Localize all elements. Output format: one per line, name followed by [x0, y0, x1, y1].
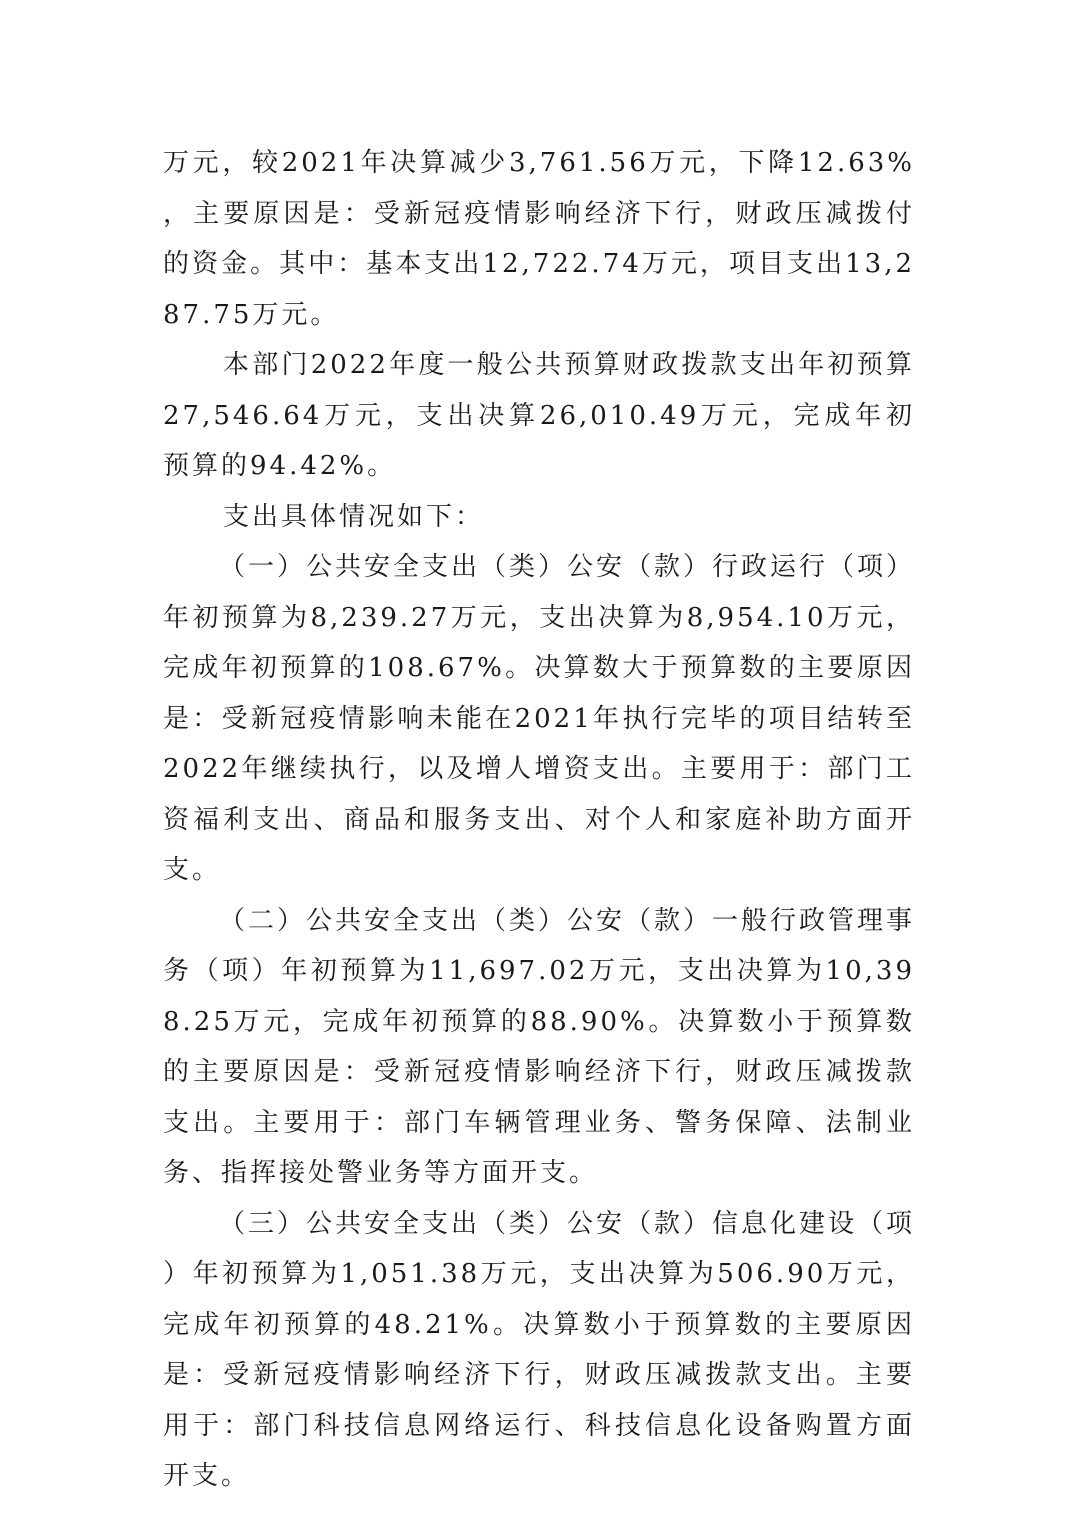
- paragraph-details-intro: 支出具体情况如下：: [223, 501, 485, 532]
- paragraph-item-2-general-administration: （二）公共安全支出（类）公安（款）一般行政管理事务（项）年初预算为11,697.02万元，支出决算为10,398.25万元，完成年初预算的88.90%。决算数小于预算数的主要原因是：受新冠疫情影响经济下行，财政压减拨款支出。主要用于：部门车辆管理业务、警务保障、法制业务、指挥接处警业务等方面开支。: [163, 905, 916, 1188]
- paragraph-budget-completion: 本部门2022年度一般公共预算财政拨款支出年初预算27,546.64万元，支出决算26,010.49万元，完成年初预算的94.42%。: [163, 350, 915, 481]
- paragraph-item-1-administrative-operation: （一）公共安全支出（类）公安（款）行政运行（项）年初预算为8,239.27万元，支出决算为8,954.10万元，完成年初预算的108.67%。决算数大于预算数的主要原因是：受新冠疫情影响未能在2021年执行完毕的项目结转至2022年继续执行，以及增人增资支出。主要用于：部门工资福利支出、商品和服务支出、对个人和家庭补助方面开支。: [163, 552, 916, 885]
- paragraph-item-3-informatization: （三）公共安全支出（类）公安（款）信息化建设（项）年初预算为1,051.38万元，支出决算为506.90万元，完成年初预算的48.21%。决算数小于预算数的主要原因是：受新冠疫情影响经济下行，财政压减拨款支出。主要用于：部门科技信息网络运行、科技信息化设备购置方面开支。: [163, 1208, 916, 1491]
- document-body: [163, 138, 915, 1502]
- paragraph-expenditure-change: 万元，较2021年决算减少3,761.56万元，下降12.63%，主要原因是：受新冠疫情影响经济下行，财政压减拨付的资金。其中：基本支出12,722.74万元，项目支出13,287.75万元。: [163, 148, 915, 330]
